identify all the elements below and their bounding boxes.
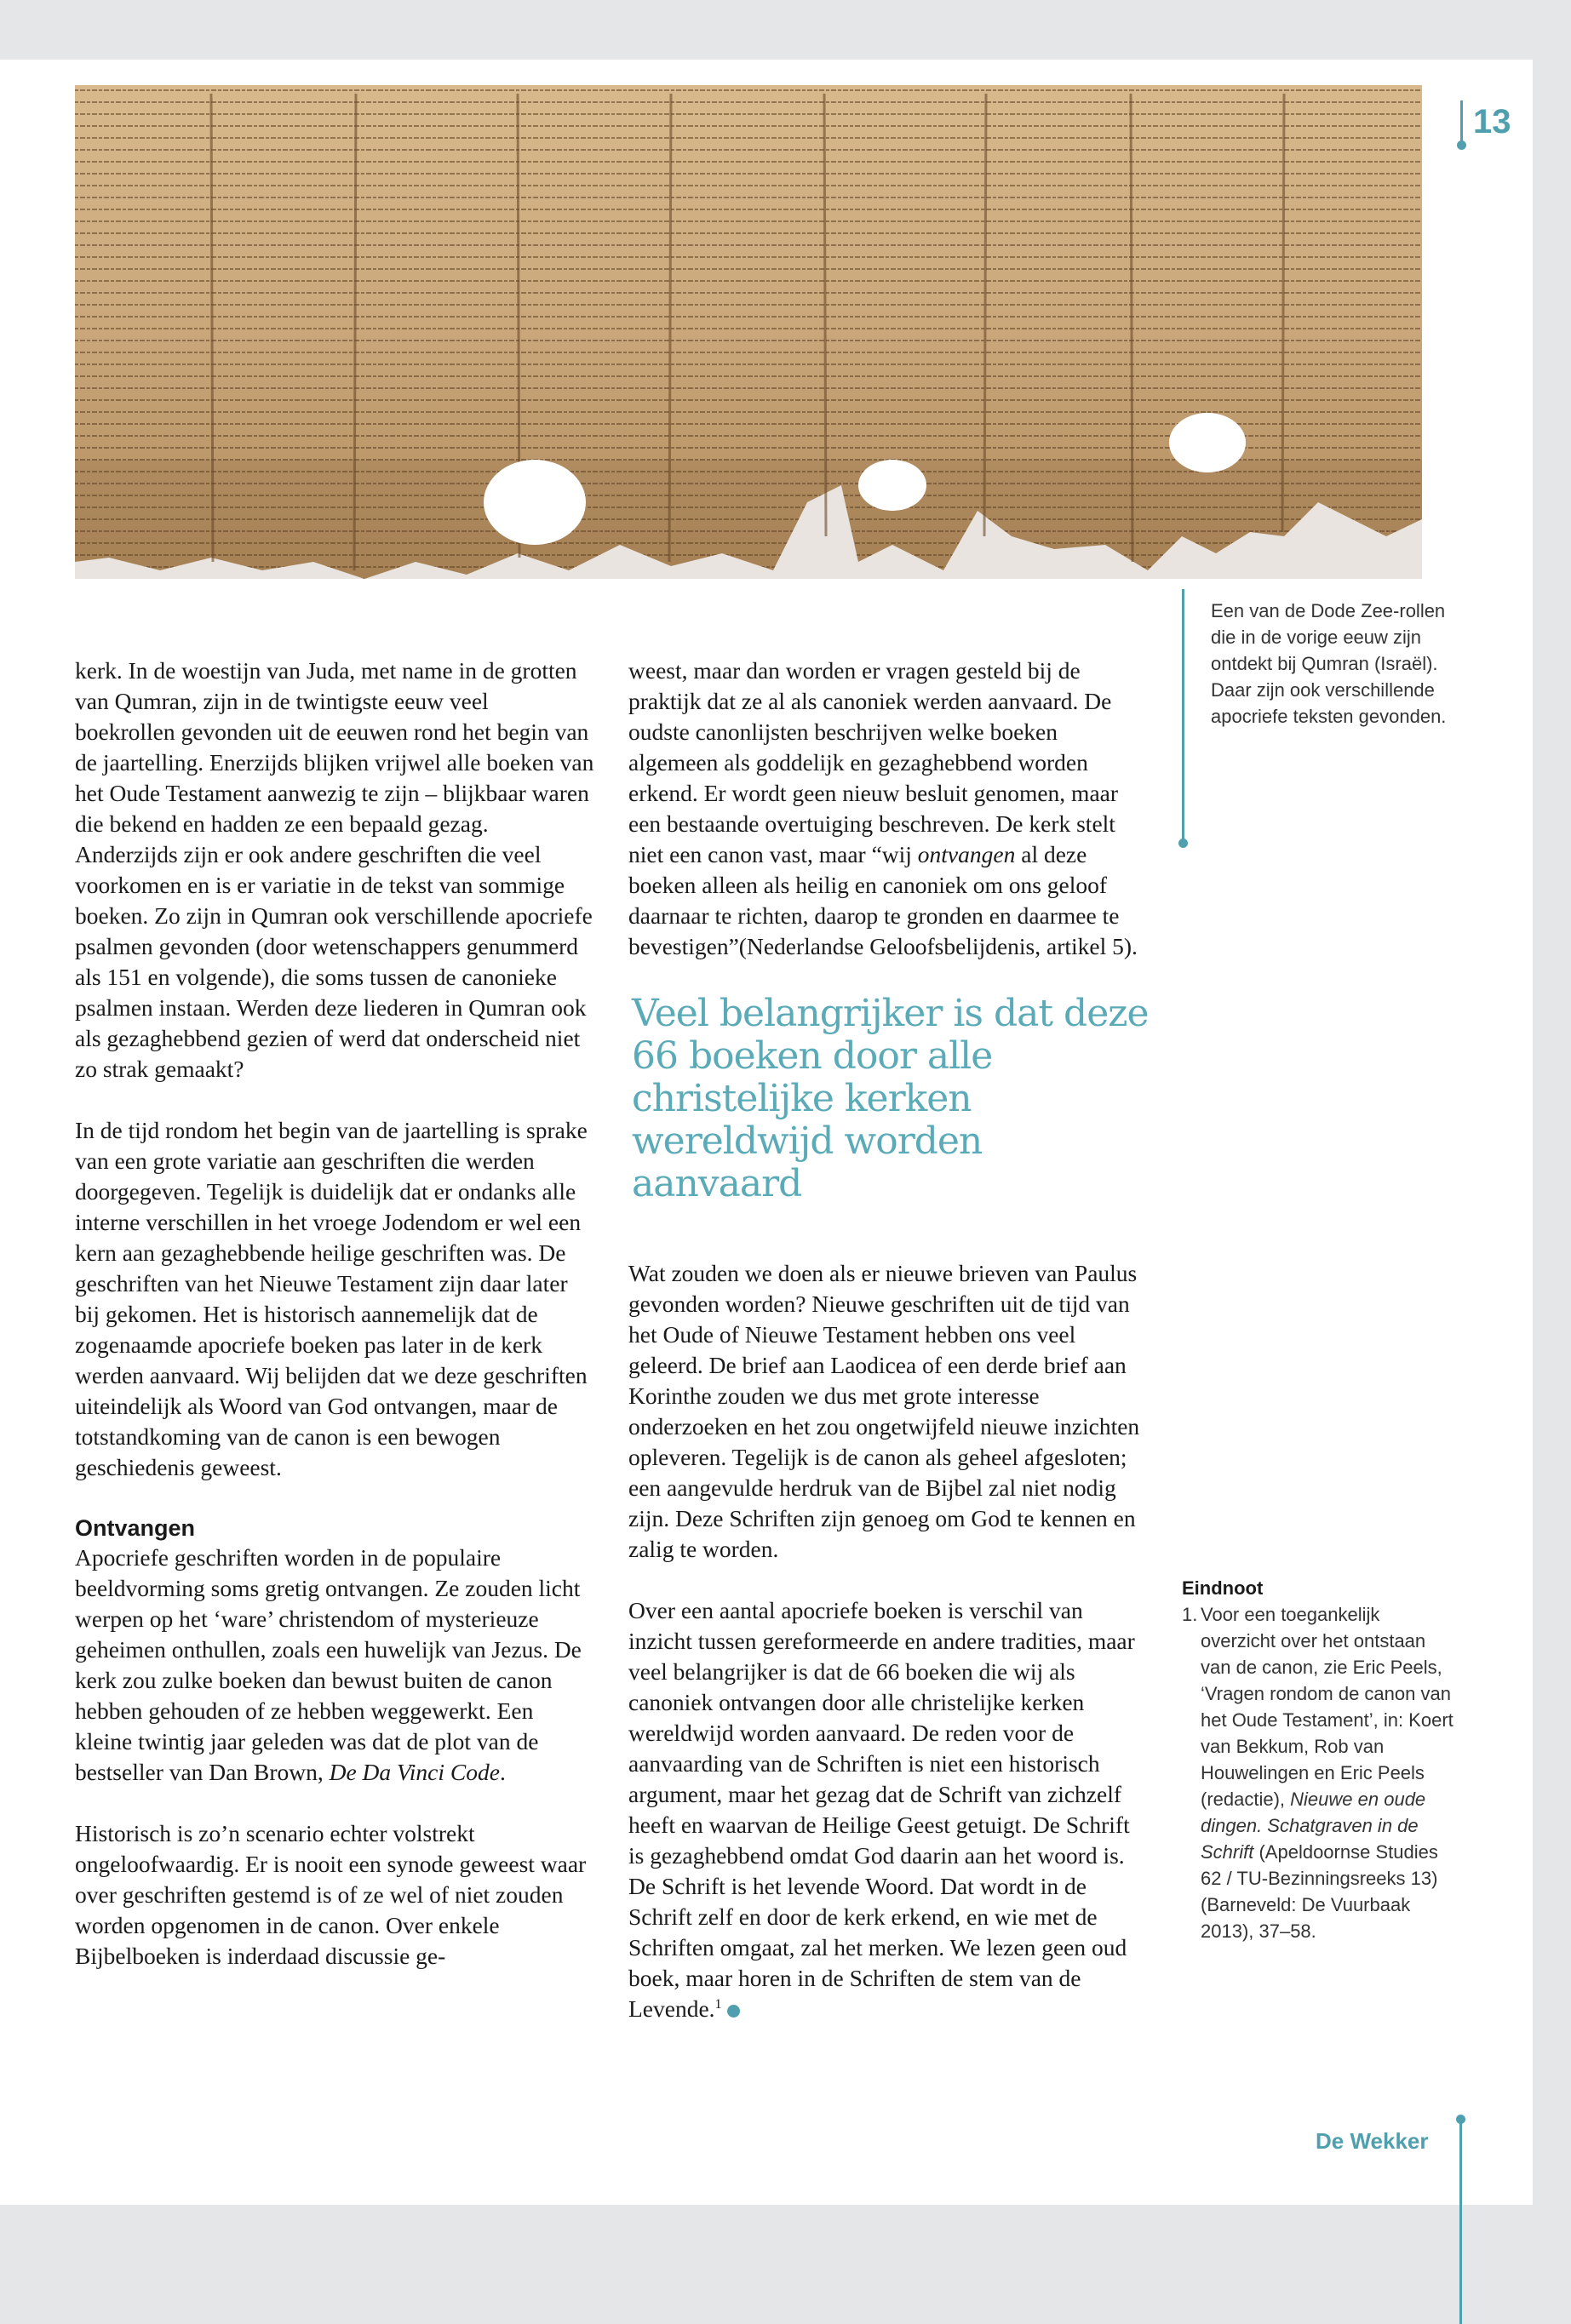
paragraph: kerk. In de woestijn van Juda, met name in de grotten van Qumran, zijn in de twintigste eeuw veel boekrollen gevonden uit de eeuwen rond het begin van de jaartelling. Enerzijds blijken vrijwel alle boeken van het Oude Testament aanwezig te zijn – blijkbaar waren die bekend en hadden ze een bepaald gezag. Anderzijds zijn er ook andere geschriften die veel voorkomen en is er variatie in de tekst van sommige boeken. Zo zijn in Qumran ook verschillende apocriefe psalmen gevonden (door wetenschappers genummerd als 151 en volgende), die soms tussen de canonieke psalmen instaan. Werden deze liederen in Qumran ook als gezaghebbend gezien of werd dat onderscheid niet zo strak gemaakt? xyxy=(75,657,594,1082)
endnote-text: Voor een toegankelijk overzicht over het ontstaan van de canon, zie Eric Peels, ‘Vragen rondom de canon van het Oude Testament’, in: Koert van Bekkum, Rob van Houwelingen en Eric Peels (redactie), Nieuwe en oude dingen. Schatgraven in de Schrift (Apeldoornse Studies 62 / TU-Bezinningsreeks 13) (Barneveld: De Vuurbaak 2013), 37–58. xyxy=(1201,1604,1453,1942)
pull-quote: Veel belangrijker is dat deze 66 boeken door alle christelijke kerken wereldwijd worden aanvaard xyxy=(632,992,1149,1205)
image-caption: Een van de Dode Zee-rollen die in de vorige eeuw zijn ontdekt bij Qumran (Israël). Daar zijn ook verschillende apocriefe teksten gevonden. xyxy=(1211,600,1447,727)
paragraph: Over een aantal apocriefe boeken is verschil van inzicht tussen gereformeerde en andere tradities, maar veel belangrijker is dat de 66 boeken die wij als canoniek ontvangen door alle christelijke kerken wereldwijd worden aanvaard. De reden voor de aanvaarding van de Schriften is niet een historisch argument, maar het gezag dat de Schrift van zichzelf heeft en waarvan de Heilige Geest getuigt. De Schrift is gezaghebbend omdat God daarin aan het woord is. De Schrift is het levende Woord. Dat wordt in de Schrift zelf en door de kerk erkend, en wie met de Schriften omgaat, zal het merken. We lezen geen oud boek, maar horen in de Schriften de stem van de Levende.$^1$ xyxy=(628,1597,1135,2022)
endnote-number: 1. xyxy=(1182,1604,1198,1625)
end-of-article-dot xyxy=(727,2005,740,2018)
paragraph: Apocriefe geschriften worden in de populaire beeldvorming soms gretig ontvangen. Ze zouden licht werpen op het ‘ware’ christendom of mysterieuze geheimen onthullen, zoals een huwelijk van Jezus. De kerk zou zulke boeken dan bewust buiten de canon hebben gehouden of ze hebben weggewerkt. Een kleine twintig jaar geleden was dat de plot van de bestseller van Dan Brown, De Da Vinci Code. xyxy=(75,1544,582,1785)
endnote-title: Eindnoot xyxy=(1182,1577,1264,1599)
page-number: 13 xyxy=(1460,100,1511,143)
section-heading: Ontvangen xyxy=(75,1515,196,1541)
paragraph: Wat zouden we doen als er nieuwe brieven van Paulus gevonden worden? Nieuwe geschriften uit de tijd van het Oude of Nieuwe Testament hebben ons veel geleerd. De brief aan Laodicea of een derde brief aan Korinthe zouden we dus met grote interesse onderzoeken en het zou ongetwijfeld nieuwe inzichten opleveren. Tegelijk is de canon als geheel afgesloten; een aangevulde herdruk van de Bijbel zal niet nodig zijn. Deze Schriften zijn genoeg om God te kennen en zalig te worden. xyxy=(628,1260,1140,1562)
paragraph: In de tijd rondom het begin van de jaartelling is sprake van een grote variatie aan geschriften die werden doorgegeven. Tegelijk is duidelijk dat er ondanks alle interne verschillen in het vroege Jodendom er wel een kern aan gezaghebbende heilige geschriften was. De geschriften van het Nieuwe Testament zijn daar later bij gekomen. Het is historisch aannemelijk dat de zogenaamde apocriefe boeken pas later in de kerk werden aanvaard. Wij belijden dat we deze geschriften uiteindelijk als Woord van God ontvangen, maar de totstandkoming van de canon is een bewogen geschiedenis geweest. xyxy=(75,1117,588,1480)
article-column-2 xyxy=(628,655,1150,2055)
article-column-1 xyxy=(75,655,594,2002)
dead-sea-scroll-image xyxy=(75,60,1422,587)
magazine-page xyxy=(0,60,1533,2205)
book-title: De Da Vinci Code xyxy=(329,1759,500,1785)
magazine-name: De Wekker xyxy=(1316,2128,1429,2154)
footnote-marker[interactable]: 1 xyxy=(714,1996,722,2012)
endnote xyxy=(1182,1575,1454,1944)
paragraph: Historisch is zo’n scenario echter volstrekt ongeloofwaardig. Er is nooit een synode geweest waar over geschriften gestemd is of ze wel of niet zouden worden opgenomen in de canon. Over enkele Bijbelboeken is inderdaad discussie ge- xyxy=(75,1820,587,1969)
page-number-dot xyxy=(1457,140,1466,150)
footer-rule xyxy=(1459,2120,1462,2324)
caption-rule xyxy=(1182,589,1184,844)
paragraph: weest, maar dan worden er vragen gesteld bij de praktijk dat ze al als canoniek werden aanvaard. De oudste canonlijsten beschrijven welke boeken algemeen als goddelijk en gezaghebbend worden erkend. Er wordt geen nieuw besluit genomen, maar een bestaande overtuiging beschreven. De kerk stelt niet een canon vast, maar “wij ontvangen al deze boeken alleen als heilig en canoniek om ons geloof daarnaar te richten, daarop te gronden en daarmee te bevestigen”(Nederlandse Geloofsbelijdenis, artikel 5). xyxy=(628,657,1138,959)
